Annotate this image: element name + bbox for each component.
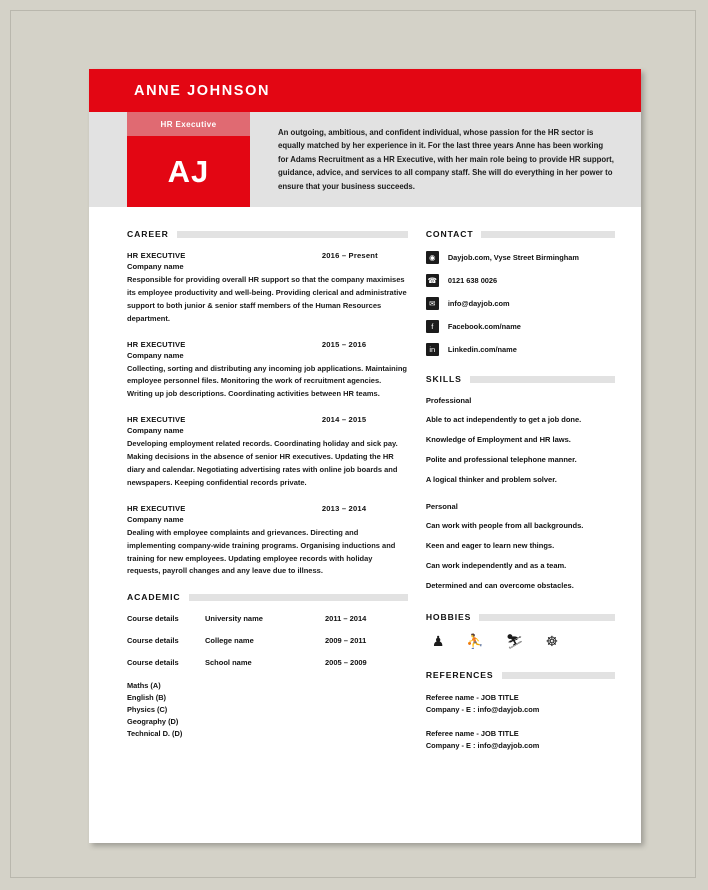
academic-dates: 2009 – 2011: [325, 636, 367, 646]
academic-course: Course details: [127, 658, 179, 668]
section-rule: [502, 672, 615, 679]
academic-section-header: [127, 592, 408, 602]
skill-item: Keen and eager to learn new things.: [425, 541, 555, 550]
career-entry-headline: [127, 340, 408, 349]
skills-section-title: SKILLS: [425, 374, 462, 384]
career-entry-company: Company name: [127, 350, 184, 360]
career-entry-headline: [127, 504, 408, 513]
section-rule: [177, 231, 408, 238]
resume-body: [89, 207, 641, 764]
skill-item: Knowledge of Employment and HR laws.: [425, 435, 571, 444]
career-entry-title: HR EXECUTIVE: [127, 251, 186, 260]
grade-item: Technical D. (D): [127, 729, 183, 739]
reference-contact: Company - E : info@dayjob.com: [425, 704, 540, 714]
reference-entry: [426, 692, 615, 716]
grade-item: English (B): [127, 693, 167, 703]
contact-row-linkedin: [426, 343, 615, 356]
references-section-header: [426, 670, 615, 680]
initials-text: AJ: [167, 153, 210, 189]
career-entry-dates: 2014 – 2015: [321, 415, 367, 425]
career-entry-headline: [127, 415, 408, 424]
phone-icon: ☎: [426, 274, 439, 287]
grade-item: Physics (C): [127, 705, 168, 715]
contact-row-email: [426, 297, 615, 310]
skill-item: A logical thinker and problem solver.: [425, 475, 557, 484]
skills-section-header: [426, 374, 615, 384]
candidate-name: ANNE JOHNSON: [134, 82, 271, 99]
grade-item: Maths (A): [127, 681, 161, 691]
reference-name: Referee name - JOB TITLE: [425, 728, 519, 738]
reading-icon: ♟: [431, 633, 445, 649]
academic-course: Course details: [127, 636, 179, 646]
running-icon: ☸: [545, 633, 559, 649]
career-entry: [127, 340, 408, 402]
reference-name: Referee name - JOB TITLE: [425, 693, 519, 702]
career-entry-company: Company name: [127, 262, 184, 271]
hobbies-section-header: [426, 612, 615, 622]
career-entry-description: Dealing with employee complaints and grievances. Directing and implementing company-wide training programs. Organising inductions and training for new employees. Updating employee records with holiday requests, payroll changes and any leave due to illness.: [127, 527, 396, 576]
section-rule: [189, 594, 408, 601]
contact-section-title: CONTACT: [425, 229, 474, 239]
hobbies-list: [426, 634, 615, 648]
skills-professional-group: [426, 396, 615, 484]
career-entry-title: HR EXECUTIVE: [127, 503, 186, 513]
page-background: [10, 10, 696, 878]
academic-dates: 2011 – 2014: [325, 614, 367, 624]
contact-list: [426, 251, 615, 356]
right-column: [426, 229, 615, 764]
identity-badge: [127, 112, 250, 207]
location-icon: ◉: [426, 251, 439, 264]
references-section-title: REFERENCES: [425, 670, 494, 680]
section-rule: [470, 376, 615, 383]
email-icon: ✉: [426, 297, 439, 310]
hobbies-section-title: HOBBIES: [425, 612, 472, 622]
reference-contact: Company - E : info@dayjob.com: [425, 740, 540, 750]
academic-institution: College name: [205, 636, 254, 646]
contact-address-text: Dayjob.com, Vyse Street Birmingham: [447, 253, 579, 262]
academic-section-title: ACADEMIC: [127, 592, 181, 603]
facebook-icon: f: [426, 320, 439, 333]
academic-institution: University name: [205, 614, 263, 624]
academic-row: [127, 658, 408, 667]
skill-item: Determined and can overcome obstacles.: [425, 581, 574, 590]
section-rule: [479, 614, 615, 621]
academic-institution: School name: [205, 658, 252, 668]
contact-facebook-text[interactable]: Facebook.com/name: [447, 322, 521, 331]
skills-personal-group: [426, 502, 615, 590]
section-rule: [481, 231, 615, 238]
academic-dates: 2005 – 2009: [325, 658, 367, 668]
skill-item: Able to act independently to get a job done.: [425, 415, 582, 424]
academic-section: [127, 592, 408, 740]
career-entry-description: Developing employment related records. Coordinating holiday and sick pay. Making decisions in the absence of senior HR executives. Updating the HR diary and calendar. Negotiating advertising rates with online job boards and newspapers. Keeping confidential records private.: [127, 439, 398, 487]
contact-row-phone: [426, 274, 615, 287]
initials-box: [127, 136, 250, 207]
cycling-icon: ⛷: [505, 633, 524, 649]
contact-section-header: [426, 229, 615, 239]
career-entry-company: Company name: [127, 514, 184, 524]
career-entry-title: HR EXECUTIVE: [127, 415, 186, 425]
career-entry-company: Company name: [127, 426, 184, 436]
skills-professional-label: Professional: [425, 396, 472, 405]
career-entry-description: Responsible for providing overall HR support so that the company maximises its employee productivity and well-being. Providing clerical and administrative support to both junior & senior staff members of the Human Resources department.: [127, 275, 407, 323]
skill-item: Can work with people from all backgrounds.: [425, 521, 584, 530]
profile-summary: An outgoing, ambitious, and confident individual, whose passion for the HR sector is equally matched by her experience in it. For the last three years Anne has been working for Adams Recruitment as a HR Executive, with her main role being to provide HR support, guidance, advice, and services to all company staff. She will do everything in her power to ensure that your business succeeds.: [278, 128, 614, 191]
skill-item: Can work independently and as a team.: [425, 561, 567, 570]
academic-course: Course details: [127, 614, 179, 624]
academic-row: [127, 636, 408, 645]
contact-row-address: [426, 251, 615, 264]
career-section-header: [127, 229, 408, 239]
job-title-text: HR Executive: [160, 119, 217, 129]
linkedin-icon: in: [426, 343, 439, 356]
career-entry-headline: [127, 251, 408, 260]
career-entry-description: Collecting, sorting and distributing any incoming job applications. Maintaining employee personnel files. Monitoring the work of recruitment agencies. Writing up job descriptions. Coordinating activities between HR teams.: [127, 363, 408, 399]
contact-row-facebook: [426, 320, 615, 333]
contact-linkedin-text[interactable]: Linkedin.com/name: [447, 345, 517, 354]
swimming-icon: ⛹: [466, 633, 484, 649]
career-entry-dates: 2015 – 2016: [321, 339, 367, 349]
career-section-title: CAREER: [127, 229, 169, 239]
resume-document: [89, 69, 641, 843]
contact-email-text[interactable]: info@dayjob.com: [447, 299, 510, 308]
grades-list: [127, 680, 408, 740]
academic-row: [127, 614, 408, 623]
grade-item: Geography (D): [127, 717, 179, 727]
career-entry-dates: 2013 – 2014: [321, 503, 367, 513]
career-entry-dates: 2016 – Present: [321, 251, 378, 260]
reference-entry: [426, 728, 615, 752]
career-entry: [127, 251, 408, 326]
left-column: [127, 229, 426, 764]
job-title-band: [127, 112, 250, 136]
contact-phone-text: 0121 638 0026: [447, 276, 498, 285]
career-entry-title: HR EXECUTIVE: [127, 339, 186, 349]
career-entry: [127, 415, 408, 490]
profile-row: [89, 112, 641, 207]
skill-item: Polite and professional telephone manner.: [425, 455, 577, 464]
career-entry: [127, 504, 408, 579]
skills-personal-label: Personal: [425, 502, 458, 511]
resume-header: [89, 69, 641, 112]
